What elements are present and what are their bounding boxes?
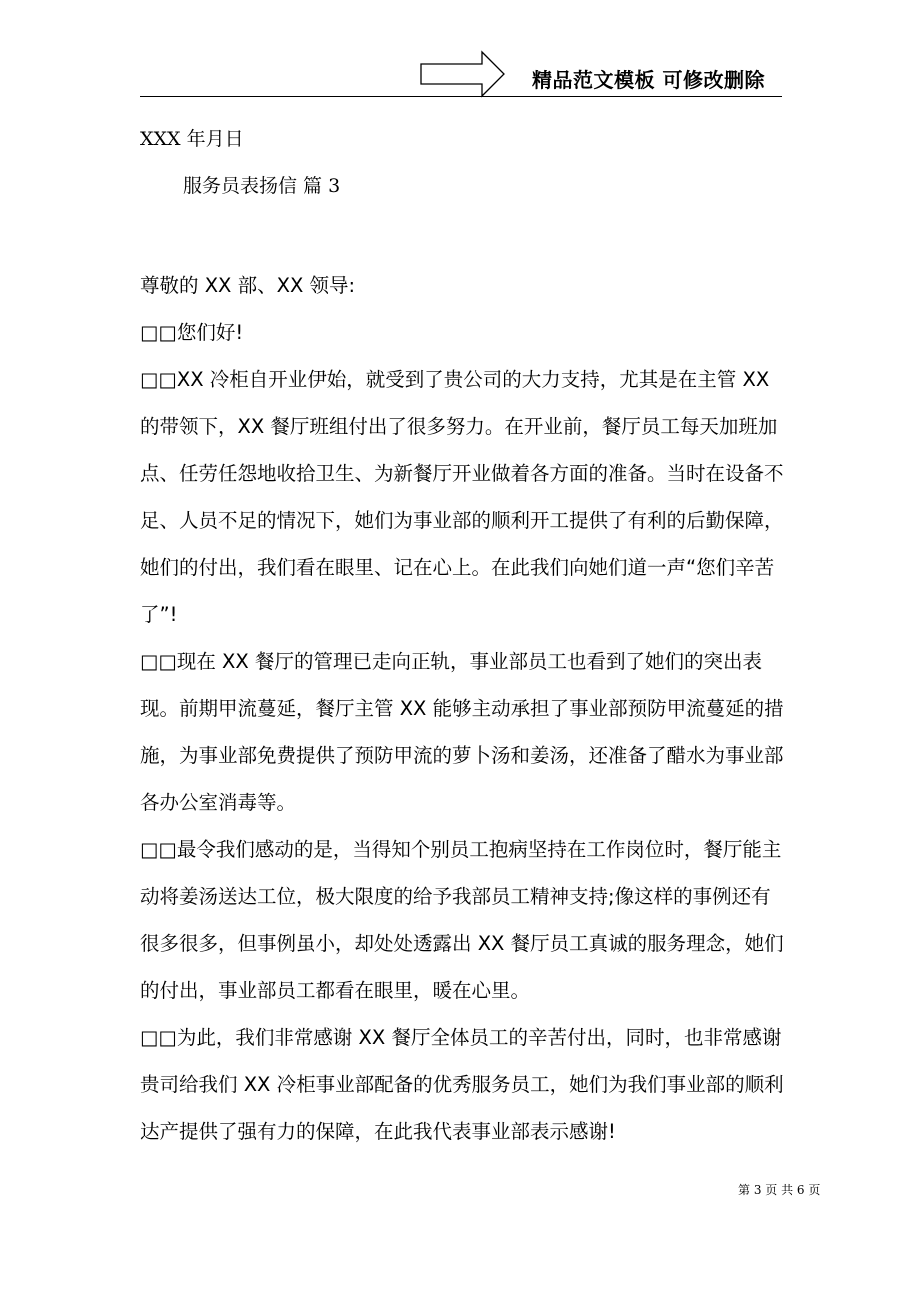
- document-title: 服务员表扬信 篇 3: [183, 175, 341, 197]
- paragraph-1: □□XX 冷柜自开业伊始，就受到了贵公司的大力支持，尤其是在主管 XX 的带领下，XX 餐厅班组付出了很多努力。在开业前，餐厅员工每天加班加点、任劳任怨地收拾卫生、为新餐厅开业做着各方面的准备。当时在设备不足、人员不足的情况下，她们为事业部的顺利开工提供了有利的后勤保障，她们的付出，我们看在眼里、记在心上。在此我们向她们道一声“您们辛苦了”!: [140, 368, 784, 626]
- header-divider: [140, 96, 782, 97]
- date-line: XXX 年月日: [140, 128, 244, 150]
- paragraph-4: □□为此，我们非常感谢 XX 餐厅全体员工的辛苦付出，同时，也非常感谢贵司给我们 XX 冷柜事业部配备的优秀服务员工，她们为我们事业部的顺利达产提供了强有力的保障，在此我代表事业部表示感谢!: [140, 1026, 784, 1143]
- page-number: 第 3 页 共 6 页: [738, 1183, 821, 1197]
- paragraph-3: □□最令我们感动的是，当得知个别员工抱病坚持在工作岗位时，餐厅能主动将姜汤送达工位，极大限度的给予我部员工精神支持;像这样的事例还有很多很多，但事例虽小，却处处透露出 XX 餐厅员工真诚的服务理念，她们的付出，事业部员工都看在眼里，暖在心里。: [140, 838, 784, 1002]
- salutation: 尊敬的 XX 部、XX 领导:: [140, 274, 356, 297]
- paragraph-2: □□现在 XX 餐厅的管理已走向正轨，事业部员工也看到了她们的突出表现。前期甲流蔓延，餐厅主管 XX 能够主动承担了事业部预防甲流蔓延的措施，为事业部免费提供了预防甲流的萝卜汤和姜汤，还准备了醋水为事业部各办公室消毒等。: [140, 650, 784, 814]
- arrow-right-icon: [420, 50, 506, 98]
- greeting: □□您们好!: [140, 321, 244, 344]
- letter-body: [140, 262, 785, 1155]
- header-title: 精品范文模板 可修改删除: [532, 68, 765, 92]
